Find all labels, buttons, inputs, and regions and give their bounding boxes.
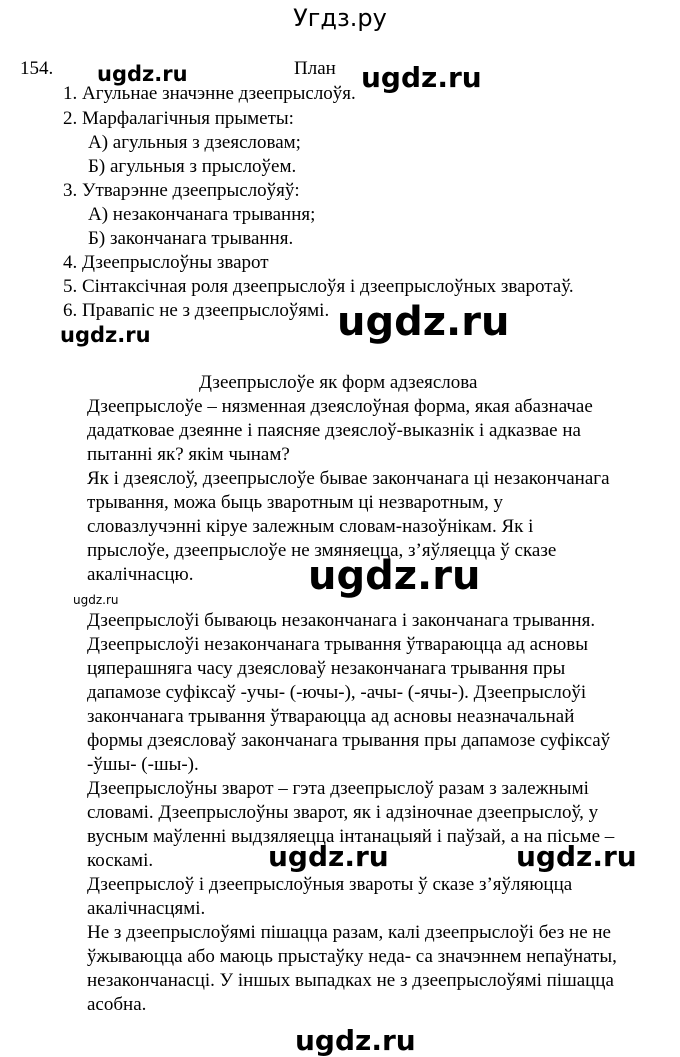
paragraph-formation — [87, 609, 677, 1017]
text-line: дапамозе суфіксаў -учы- (-ючы-), -ачы- (-ячы-). Дзеепрыслоўі — [87, 682, 587, 703]
text-line: Не з дзеепрыслоўямі пішацца разам, калі дзеепрыслоўі без не не — [87, 922, 611, 943]
plan-item: 1. Агульнае значэнне дзеепрыслоўя. — [63, 83, 356, 104]
text-line: словамі. Дзеепрыслоўны зварот, як і адзіночнае дзеепрыслоў, у — [87, 802, 599, 823]
plan-item: 3. Утварэнне дзеепрыслоўяў: — [63, 180, 300, 201]
text-line: дадатковае дзеянне і паясняе дзеяслоў-выказнік і адказвае на — [87, 420, 581, 441]
text-line: акалічнасцю. — [87, 564, 194, 585]
text-line: цяперашняга часу дзеясловаў незакончанага трывання пры — [87, 658, 566, 679]
text-line: закончанага трывання ўтвараюцца ад асновы неазначальнай — [87, 706, 575, 727]
text-line: трывання, можа быць зваротным ці незваротным, у — [87, 492, 504, 513]
text-line: формы дзеясловаў закончанага трывання пры дапамозе суфіксаў — [87, 730, 611, 751]
plan-subitem: Б) закончанага трывання. — [88, 228, 294, 249]
watermark: ugdz.ru — [295, 1024, 416, 1057]
watermark: ugdz.ru — [97, 62, 188, 86]
watermark: ugdz.ru — [268, 840, 389, 873]
text-line: прыслоўе, дзеепрыслоўе не змяняецца, з’яўляецца ў сказе — [87, 540, 557, 561]
plan-subitem: Б) агульныя з прыслоўем. — [88, 156, 297, 177]
text-line: Дзеепрыслоўе – нязменная дзеяслоўная форма, якая абазначае — [87, 396, 593, 417]
text-line: словазлучэнні кіруе залежным словам-назоўнікам. Як і — [87, 516, 534, 537]
watermark: ugdz.ru — [60, 323, 151, 347]
plan-item: 5. Сінтаксічная роля дзеепрыслоўя і дзеепрыслоўных зваротаў. — [63, 276, 574, 297]
plan-item: 6. Правапіс не з дзеепрыслоўямі. — [63, 300, 330, 321]
text-line: коскамі. — [87, 850, 154, 871]
watermark: ugdz.ru — [361, 61, 482, 94]
plan-subitem: А) агульныя з дзеясловам; — [88, 132, 301, 153]
plan-title: План — [294, 58, 336, 79]
plan-item: 2. Марфалагічныя прыметы: — [63, 108, 294, 129]
plan-item: 4. Дзеепрыслоўны зварот — [63, 252, 269, 273]
watermark: ugdz.ru — [73, 593, 119, 607]
text-line: акалічнасцямі. — [87, 898, 206, 919]
text-line: Дзеепрыслоўі незакончанага трывання ўтвараюцца ад асновы — [87, 634, 588, 655]
text-line: Як і дзеяслоў, дзеепрыслоўе бывае закончанага ці незакончанага — [87, 468, 610, 489]
text-line: Дзеепрыслоўны зварот – гэта дзеепрыслоў разам з залежнымі — [87, 778, 589, 799]
plan-subitem: А) незакончанага трывання; — [88, 204, 316, 225]
text-line: Дзеепрыслоў і дзеепрыслоўныя звароты ў сказе з’яўляюцца — [87, 874, 573, 895]
exercise-number: 154. — [20, 58, 54, 79]
text-line: ўжываюцца або маюць прыстаўку неда- са значэннем непаўнаты, — [87, 946, 617, 967]
text-line: вусным маўленні выдзяляецца інтанацыяй і паўзай, а на пісьме – — [87, 826, 615, 847]
text-line: пытанні як? якім чынам? — [87, 444, 290, 465]
text-line: асобна. — [87, 994, 147, 1015]
text-line: незакончанасці. У іншых выпадках не з дзеепрыслоўямі пішацца — [87, 970, 614, 991]
text-line: Дзеепрыслоўі бываюць незакончанага і закончанага трывання. — [87, 610, 596, 631]
watermark: ugdz.ru — [308, 553, 481, 599]
site-title: Угдз.ру — [293, 4, 387, 32]
text-line: -ўшы- (-шы-). — [87, 754, 199, 775]
watermark: ugdz.ru — [516, 840, 637, 873]
watermark: ugdz.ru — [337, 299, 510, 345]
section-title: Дзеепрыслоўе як форм адзеяслова — [199, 372, 478, 393]
